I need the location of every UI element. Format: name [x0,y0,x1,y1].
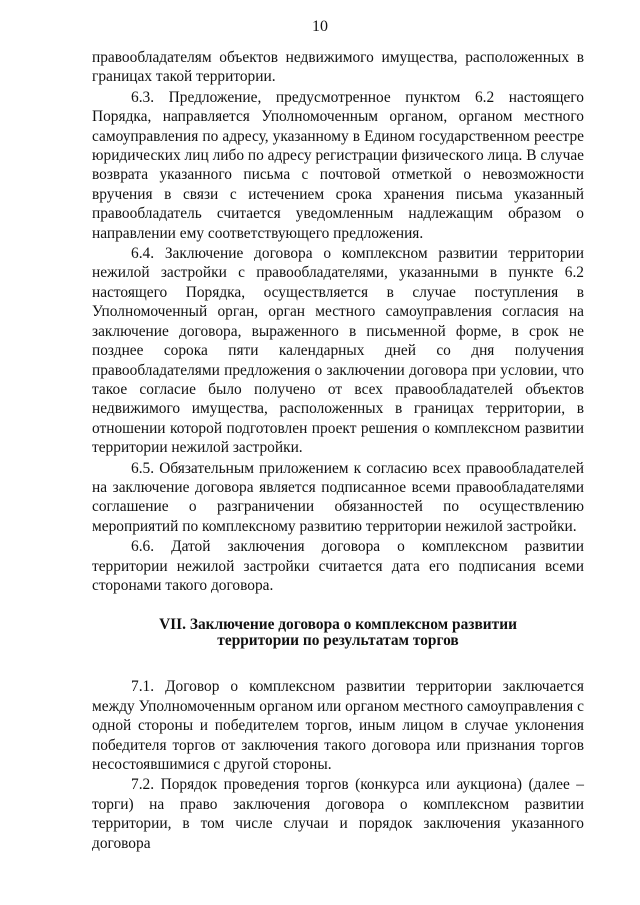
paragraph-6-4: 6.4. Заключение договора о комплексном развитии территории нежилой застройки с правообладателями, указанными в пункте 6.2 настоящего Порядка, осуществляется в случае поступления в Уполномоченный орган, орган местного самоуправления согласия на заключение договора, выраженного в письменной форме, в срок не позднее сорока пяти календарных дней со дня получения правообладателями предложения о заключении договора при условии, что такое согласие было получено от всех правообладателей объектов недвижимого имущества, расположенных в границах территории, в отношении которой подготовлен проект решения о комплексном развитии территории нежилой застройки. [92,245,584,457]
section-heading [92,617,584,649]
paragraph-6-5: 6.5. Обязательным приложением к согласию всех правообладателей на заключение договора является подписанное всеми правообладателями соглашение о разграничении обязанностей по осуществлению мероприятий по комплексному развитию территории нежилой застройки. [92,459,584,535]
paragraphs-before [92,48,584,595]
document-body [92,48,584,854]
page-number: 10 [312,18,328,35]
section-heading-line-1: VII. Заключение договора о комплексном развитии [159,616,517,634]
paragraph-continuation: правообладателям объектов недвижимого имущества, расположенных в границах такой территории. [92,49,584,86]
paragraphs-after [92,677,584,853]
paragraph-6-3: 6.3. Предложение, предусмотренное пунктом 6.2 настоящего Порядка, направляется Уполномоченным органом, органом местного самоуправления по адресу, указанному в Едином государственном реестре юридических лиц либо по адресу регистрации физического лица. В случае возврата указанного письма с почтовой отметкой о невозможности вручения в связи с истечением срока хранения письма указанный правообладатель считается уведомленным надлежащим образом о направлении ему соответствующего предложения. [92,88,584,242]
paragraph-7-1: 7.1. Договор о комплексном развитии территории заключается между Уполномоченным органом или органом местного самоуправления с одной стороны и победителем торгов, иным лицом в случае уклонения победителя торгов от заключения такого договора или признания торгов несостоявшимися с другой стороны. [92,678,584,773]
section-heading-line-2: территории по результатам торгов [217,632,459,650]
paragraph-6-6: 6.6. Датой заключения договора о комплексном развитии территории нежилой застройки считается дата его подписания всеми сторонами такого договора. [92,538,584,594]
paragraph-7-2: 7.2. Порядок проведения торгов (конкурса или аукциона) (далее – торги) на право заключения договора о комплексном развитии территории, в том числе случаи и порядок заключения указанного договора [92,776,584,852]
